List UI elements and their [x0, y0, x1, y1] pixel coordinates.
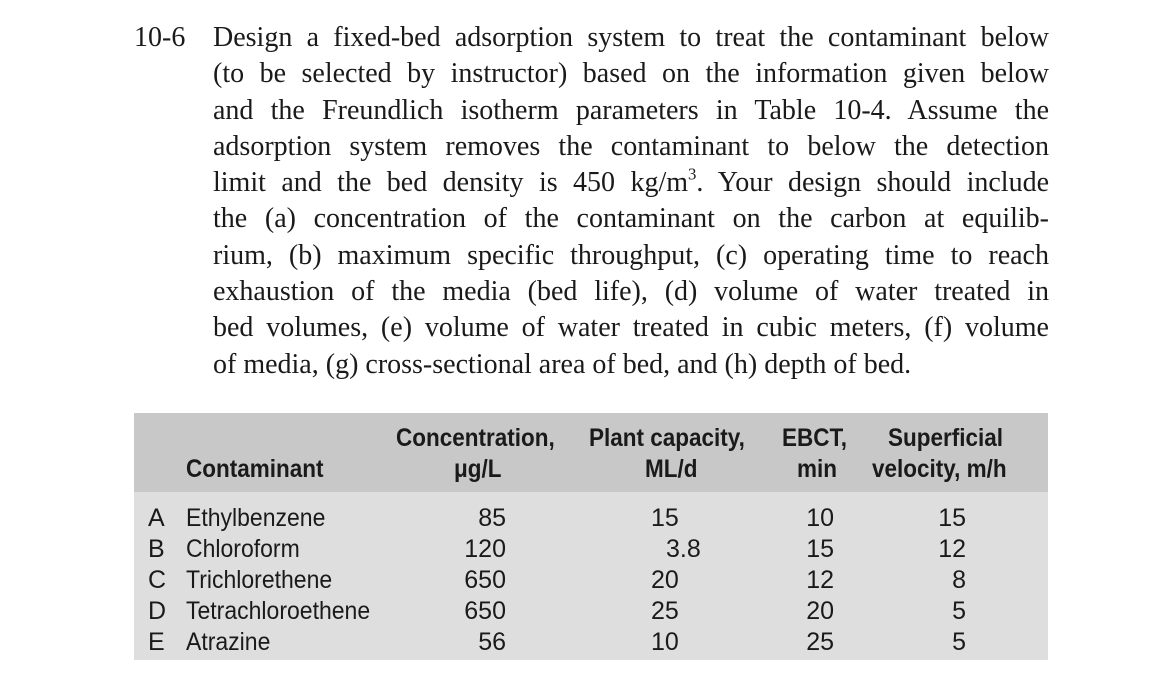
row-letter: B	[148, 535, 165, 563]
contaminant-name: Tetrachloroethene	[186, 597, 371, 625]
ebct-value: 12	[806, 566, 834, 594]
header-ebct-unit: min	[797, 455, 838, 483]
row-letter: E	[148, 628, 165, 656]
problem-line: (to be selected by instructor) based on the information given below	[213, 58, 1049, 90]
header-concentration-unit: μg/L	[454, 455, 502, 483]
contaminant-name: Atrazine	[186, 628, 271, 656]
ebct-value: 10	[806, 504, 834, 532]
problem-line: exhaustion of the media (bed life), (d) volume of water treated in	[213, 276, 1049, 308]
ebct-value: 25	[806, 628, 834, 656]
density-exponent: 3	[688, 164, 697, 184]
table-row	[134, 596, 1048, 627]
row-letter: A	[148, 504, 165, 532]
problem-line: rium, (b) maximum specific throughput, (c) operating time to reach	[213, 239, 1049, 271]
concentration-value: 120	[464, 535, 506, 563]
header-plant-capacity: Plant capacity,	[589, 424, 745, 452]
table-row	[134, 565, 1048, 596]
density-text: limit and the bed density is 450 kg/m	[213, 167, 689, 199]
ebct-value: 15	[806, 535, 834, 563]
header-plant-capacity-unit: ML/d	[645, 455, 698, 483]
problem-line: Design a fixed-bed adsorption system to treat the contaminant below	[213, 22, 1049, 53]
concentration-value: 650	[464, 597, 506, 625]
contaminant-name: Trichlorethene	[186, 566, 333, 594]
header-concentration: Concentration,	[396, 424, 555, 452]
concentration-value: 56	[478, 628, 506, 656]
plant-capacity-value: 20	[651, 566, 679, 594]
plant-capacity-value: 10	[651, 628, 679, 656]
problem-line: the (a) concentration of the contaminant on the carbon at equilib-	[213, 203, 1049, 235]
velocity-value: 5	[952, 628, 966, 656]
table-row	[134, 503, 1048, 534]
velocity-value: 8	[952, 566, 966, 594]
problem-line: of media, (g) cross-sectional area of bed, and (h) depth of bed.	[213, 348, 912, 380]
row-letter: C	[148, 566, 167, 594]
table-row	[134, 534, 1048, 565]
problem-text	[213, 20, 1049, 383]
problem-number: 10-6	[134, 22, 186, 53]
header-velocity-unit: velocity, m/h	[872, 455, 1007, 483]
concentration-value: 85	[478, 504, 506, 532]
table-header	[134, 413, 1048, 492]
velocity-value: 5	[952, 597, 966, 625]
velocity-value: 15	[938, 504, 966, 532]
contaminant-table	[134, 413, 1048, 660]
header-contaminant: Contaminant	[186, 455, 324, 483]
plant-capacity-value: 25	[651, 597, 679, 625]
velocity-value: 12	[938, 535, 966, 563]
ebct-value: 20	[806, 597, 834, 625]
plant-capacity-value: 3.8	[666, 535, 701, 563]
table-row	[134, 627, 1048, 658]
contaminant-name: Ethylbenzene	[186, 504, 326, 532]
row-letter: D	[148, 597, 167, 625]
problem-line-density	[213, 165, 1049, 201]
density-tail: . Your design should include	[696, 167, 1050, 199]
header-superficial: Superficial	[888, 424, 1004, 452]
problem-line: and the Freundlich isotherm parameters in Table 10-4. Assume the	[213, 94, 1049, 126]
problem-line: bed volumes, (e) volume of water treated in cubic meters, (f) volume	[213, 312, 1049, 344]
problem-line: adsorption system removes the contaminant to below the detection	[213, 130, 1049, 162]
plant-capacity-value: 15	[651, 504, 679, 532]
header-ebct: EBCT,	[782, 424, 848, 452]
contaminant-name: Chloroform	[186, 535, 300, 563]
concentration-value: 650	[464, 566, 506, 594]
